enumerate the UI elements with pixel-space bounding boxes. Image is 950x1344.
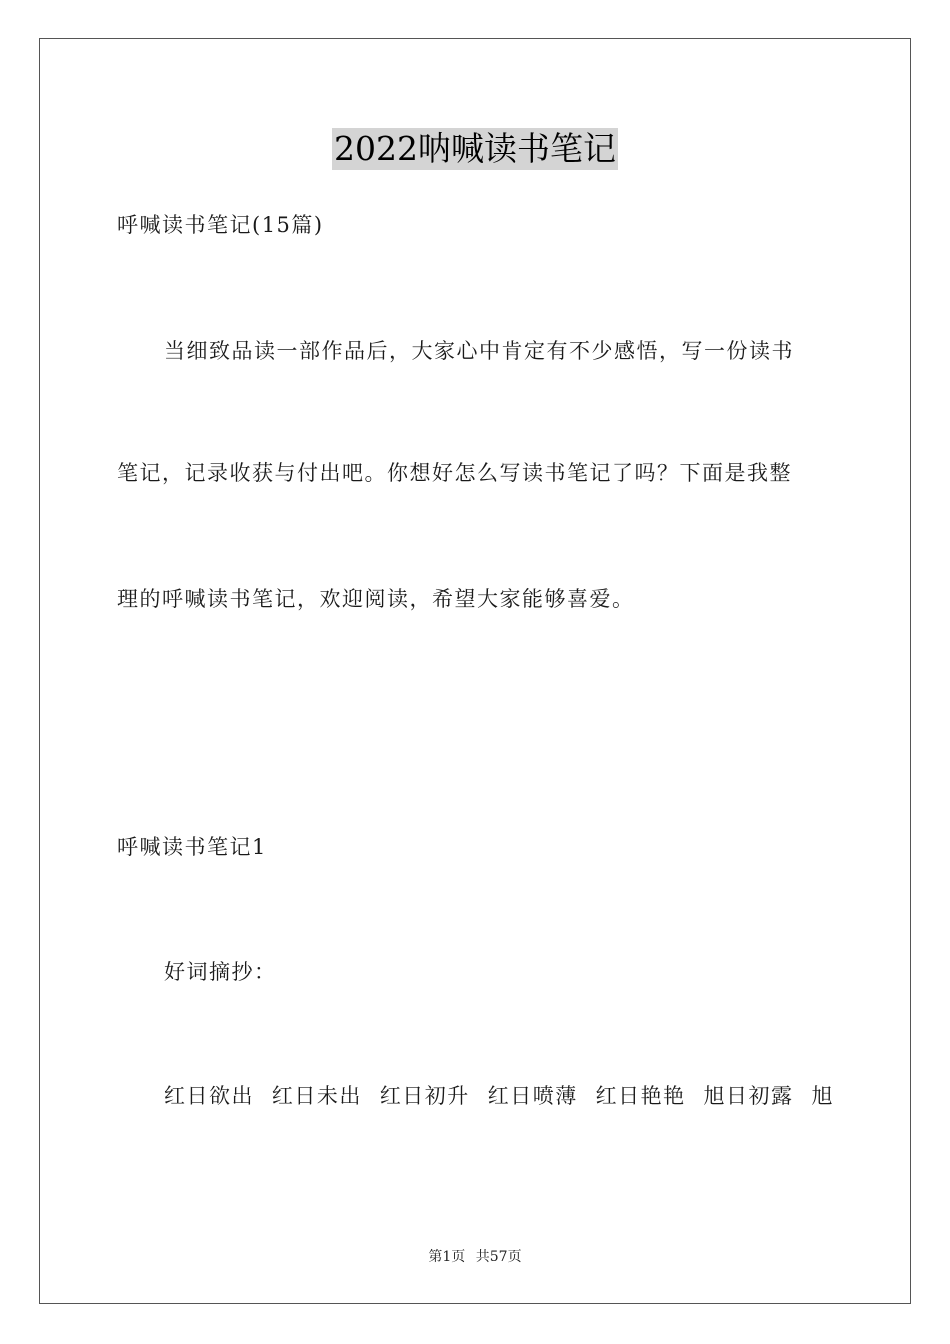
page-footer <box>0 1248 950 1266</box>
phrase-item: 红日未出 <box>271 1084 362 1108</box>
title-container <box>0 128 950 170</box>
phrase-item: 旭 <box>811 1084 834 1108</box>
phrase-item: 红日喷薄 <box>487 1084 578 1108</box>
intro-line-2: 笔记，记录收获与付出吧。你想好怎么写读书笔记了吗？下面是我整 <box>117 461 792 485</box>
document-subtitle: 呼喊读书笔记(15篇) <box>117 213 324 237</box>
phrase-item: 红日欲出 <box>164 1084 254 1108</box>
phrase-item: 红日初升 <box>379 1084 470 1108</box>
phrase-list <box>164 1082 834 1110</box>
intro-line-3: 理的呼喊读书笔记，欢迎阅读，希望大家能够喜爱。 <box>117 587 635 611</box>
phrase-item: 红日艳艳 <box>595 1084 686 1108</box>
subheading: 好词摘抄： <box>164 960 277 984</box>
intro-line-1: 当细致品读一部作品后，大家心中肯定有不少感悟，写一份读书 <box>164 339 794 363</box>
section-heading: 呼喊读书笔记1 <box>117 835 267 859</box>
phrase-item: 旭日初露 <box>703 1084 794 1108</box>
document-title: 2022呐喊读书笔记 <box>334 129 616 168</box>
current-page-number: 第1页 <box>428 1249 466 1265</box>
total-pages: 共57页 <box>475 1249 522 1265</box>
